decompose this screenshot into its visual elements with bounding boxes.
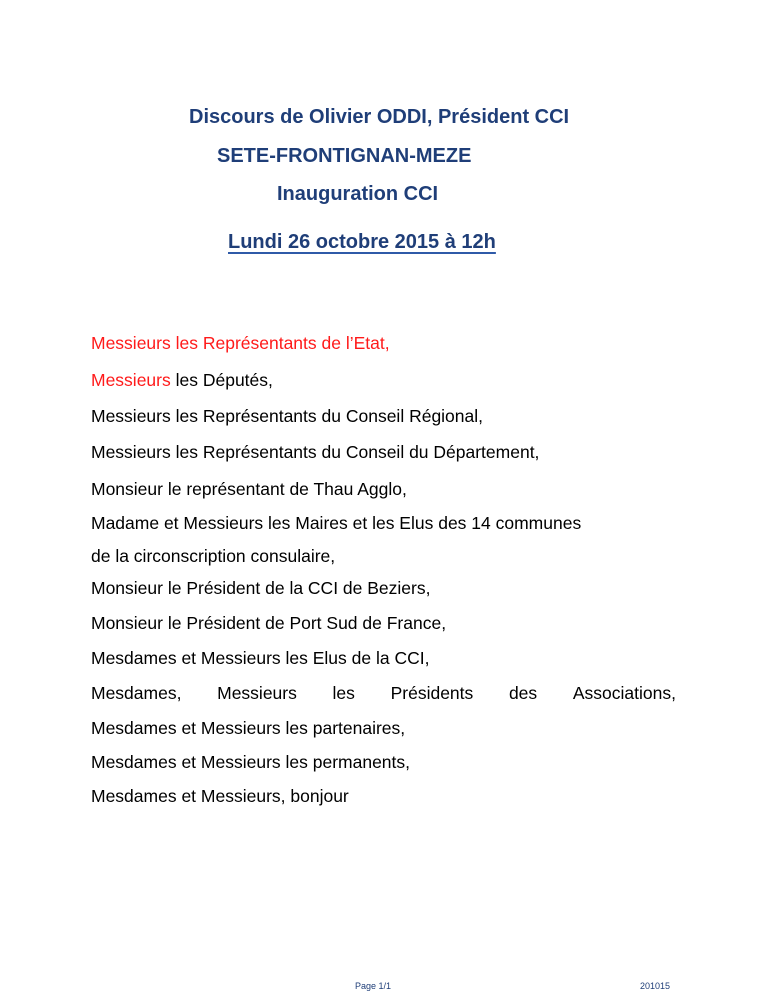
salutation-word: Messieurs [217, 683, 297, 703]
salutation-line: Mesdames et Messieurs les Elus de la CCI, [91, 648, 430, 668]
page-number: Page 1/1 [355, 981, 392, 991]
salutation-line: Monsieur le Président de la CCI de Beziers, [91, 578, 431, 598]
salutation-highlight: Messieurs [91, 370, 171, 390]
salutation-line: Mesdames et Messieurs, bonjour [91, 786, 349, 806]
speech-title: Discours de Olivier ODDI, Président CCI [189, 106, 570, 128]
salutation-line: Messieurs les Représentants du Conseil Régional, [91, 406, 484, 426]
salutation-line: Messieurs les Représentants du Conseil du Département, [91, 442, 540, 462]
salutation-line: Monsieur le représentant de Thau Agglo, [91, 479, 407, 499]
salutation-line: de la circonscription consulaire, [91, 546, 336, 566]
speech-event: Inauguration CCI [277, 183, 439, 205]
salutation-word: Associations, [572, 683, 676, 703]
salutation-line: Monsieur le Président de Port Sud de France, [91, 613, 447, 633]
salutation-word: les [332, 683, 355, 703]
salutation-line: Mesdames et Messieurs les partenaires, [91, 718, 406, 738]
document-code: 201015 [640, 981, 671, 991]
salutation-word: des [508, 683, 538, 703]
salutation-line [91, 369, 273, 391]
salutation-line-justified [91, 682, 676, 704]
salutation-word: Présidents [390, 683, 474, 703]
speech-date: Lundi 26 octobre 2015 à 12h [228, 231, 496, 253]
salutation-word: Mesdames, [91, 683, 182, 703]
salutation-line: Mesdames et Messieurs les permanents, [91, 752, 411, 772]
salutation-line: Messieurs les Représentants de l’Etat, [91, 333, 390, 353]
salutation-text: les Députés, [170, 370, 273, 390]
speech-location: SETE-FRONTIGNAN-MEZE [217, 145, 472, 167]
salutation-line: Madame et Messieurs les Maires et les Elus des 14 communes [91, 513, 582, 533]
